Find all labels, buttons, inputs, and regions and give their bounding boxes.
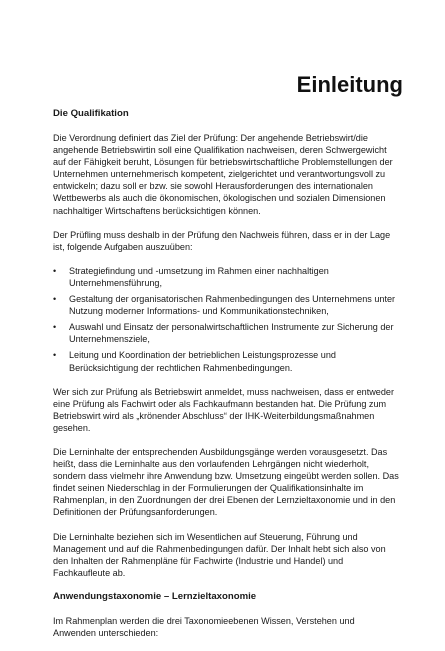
list-item-text: Auswahl und Einsatz der personalwirtschaftlichen Instrumente zur Sicherung der Unternehmensziele, (69, 322, 394, 345)
paragraph-anmeldung: Wer sich zur Prüfung als Betriebswirt anmeldet, muss nachweisen, dass er entweder eine Prüfung als Fachwirt oder als Fachkaufmann bestanden hat. Die Prüfung zum Betriebswirt wird als „krönender Abschluss“ der IHK-Weiterbildungsmaßnahmen gesehen. (53, 386, 394, 433)
section-heading-taxonomie: Anwendungstaxonomie – Lernzieltaxonomie (53, 590, 257, 602)
page-title: Einleitung (296, 72, 403, 97)
paragraph-pruefling: Der Prüfling muss deshalb in der Prüfung den Nachweis führen, dass er in der Lage ist, folgende Aufgaben auszuüben: (53, 229, 391, 252)
list-item-text: Strategiefindung und -umsetzung im Rahmen einer nachhaltigen Unternehmensführung, (69, 265, 329, 288)
bullet-icon: • (53, 350, 57, 361)
list-item (53, 293, 399, 317)
paragraph-verordnung: Die Verordnung definiert das Ziel der Prüfung: Der angehende Betriebswirt/die angehende Betriebswirtin soll eine Qualifikation nachweisen, deren Schwergewicht auf der Fähigkeit beruht, Lösungen für betriebswirtschaftliche Problemstellungen der Unternehmen unternehmerisch kompetent, zielgerichtet und verantwortungsvoll zu entwickeln; dazu soll er bzw. sie sowohl Herausforderungen des internationalen Wettbewerbs als auch die ökonomischen, ökologischen und sozialen Dimensionen nachhaltiger Wirtschaftens berücksichtigen können. (53, 133, 393, 216)
paragraph-rahmenplan: Im Rahmenplan werden die drei Taxonomieebenen Wissen, Verstehen und Anwenden unterschieden: (53, 615, 355, 638)
bullet-icon: • (53, 294, 57, 305)
bullet-icon: • (53, 322, 57, 333)
paragraph-lerninhalte: Die Lerninhalte der entsprechenden Ausbildungsgänge werden vorausgesetzt. Das heißt, dass die Lerninhalte aus den vorlaufenden Lehrgängen nicht wiederholt, sondern dass vielmehr ihre Anwendung bzw. Umsetzung eingeübt werden sollen. Das findet seinen Niederschlag in der Formulierungen der Qualifikationsinhalte im Rahmenplan, in den Zuordnungen der drei Ebenen der Lernzieltaxonomie und in den Definitionen der Prüfungsanforderungen. (53, 446, 399, 518)
list-item-text: Leitung und Koordination der betrieblichen Leistungsprozesse und Berücksichtigung der rechtlichen Rahmenbedingungen. (69, 350, 336, 373)
list-item-text: Gestaltung der organisatorischen Rahmenbedingungen des Unternehmens unter Nutzung moderner Informations- und Kommunikationstechniken, (69, 294, 396, 317)
paragraph-steuerung: Die Lerninhalte beziehen sich im Wesentlichen auf Steuerung, Führung und Management und auf die Rahmenbedingungen dafür. Der Inhalt hebt sich also von den Inhalten der Rahmenpläne für Fachwirte (Industrie und Handel) und Fachkaufleute ab. (53, 531, 386, 578)
document-body (53, 108, 399, 651)
list-item (53, 349, 399, 373)
bullet-icon: • (53, 265, 57, 276)
task-list (53, 265, 399, 374)
list-item (53, 265, 399, 289)
section-heading-qualifikation: Die Qualifikation (53, 108, 129, 119)
list-item (53, 321, 399, 345)
